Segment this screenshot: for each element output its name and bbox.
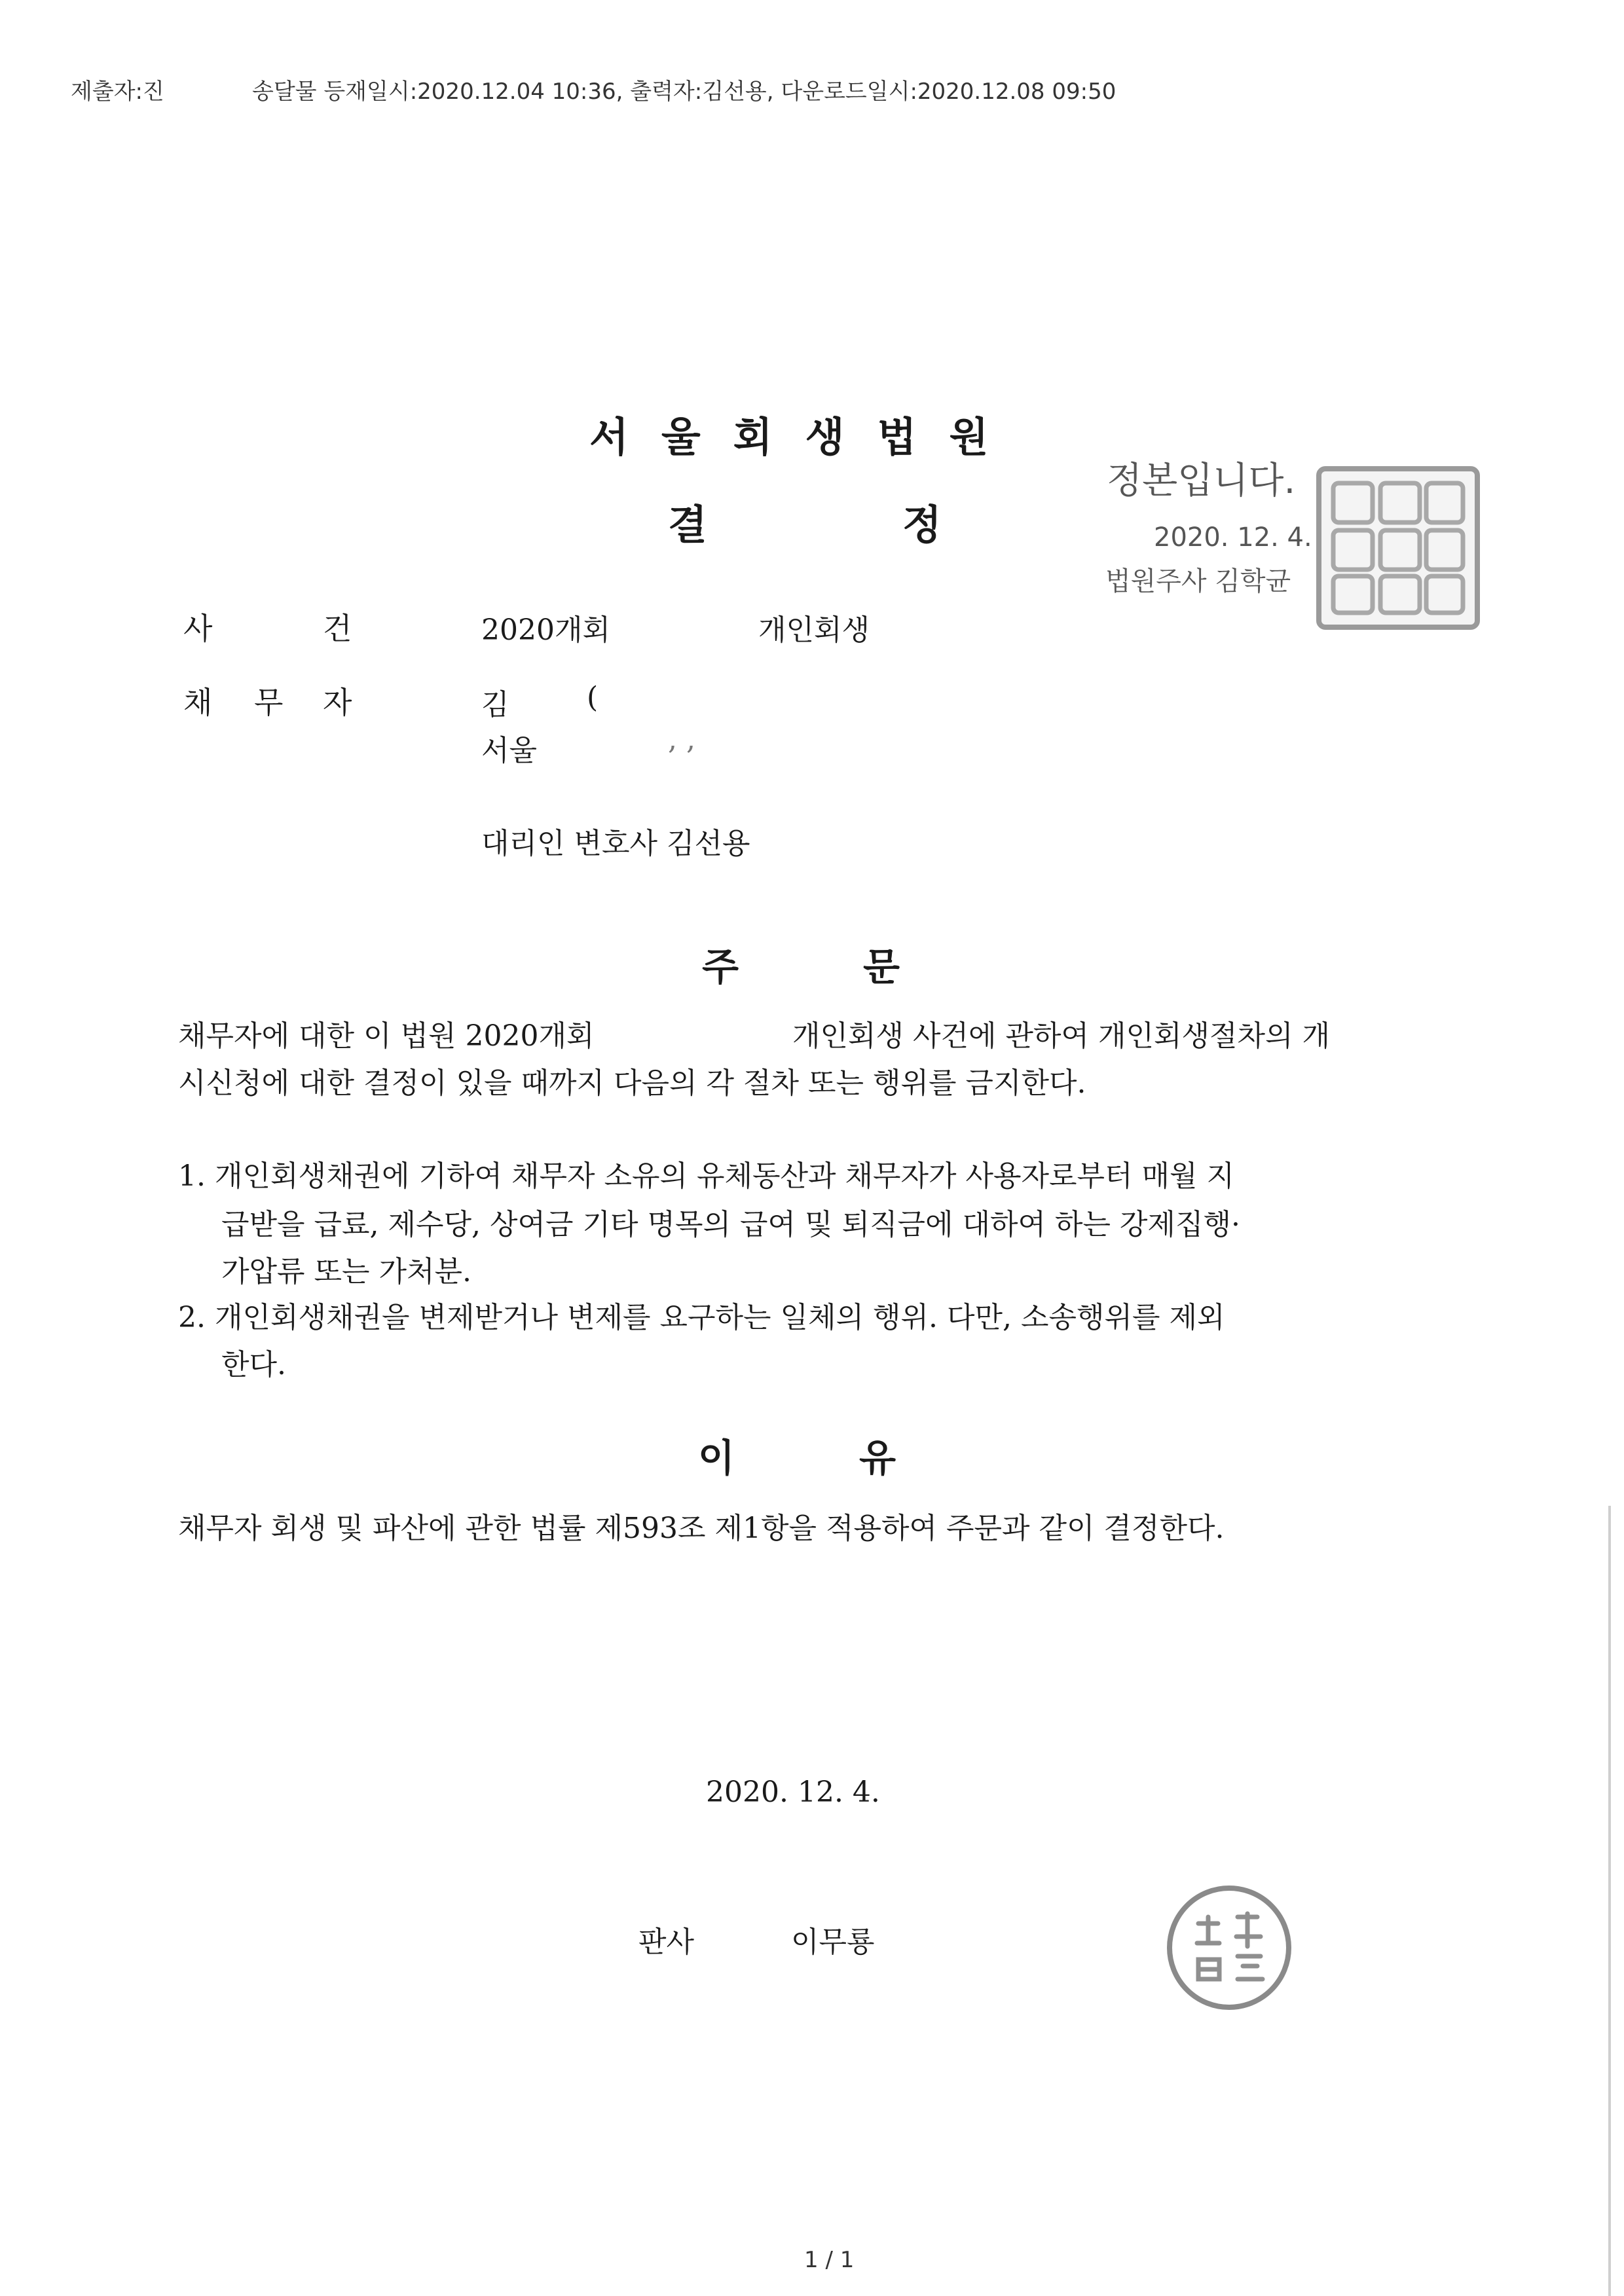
order-intro-line1b: 개인회생 사건에 관하여 개인회생절차의 개 bbox=[792, 1019, 1331, 1053]
reason-heading-right: 유 bbox=[859, 1436, 896, 1480]
judge-title: 판사 bbox=[638, 1925, 695, 1959]
court-name: 서울회생법원 bbox=[589, 413, 1022, 461]
order-item-1-line3: 가압류 또는 가처분. bbox=[221, 1255, 471, 1288]
judge-name: 이무룡 bbox=[791, 1925, 875, 1959]
debtor-address: 서울 bbox=[481, 734, 538, 767]
case-label-1: 사 bbox=[183, 611, 213, 646]
reason-text: 채무자 회생 및 파산에 관한 법률 제593조 제1항을 적용하여 주문과 같이 결정한다. bbox=[178, 1512, 1225, 1545]
scan-edge-line bbox=[1608, 1506, 1611, 2296]
order-item-1-line1: 1. 개인회생채권에 기하여 채무자 소유의 유체동산과 채무자가 사용자로부터 매월 지 bbox=[178, 1159, 1234, 1193]
debtor-label-1: 채 bbox=[183, 685, 213, 720]
debtor-label-2: 무 bbox=[254, 685, 284, 720]
debtor-name-paren: ( bbox=[587, 681, 599, 714]
page-number: 1 / 1 bbox=[804, 2247, 855, 2273]
order-heading-right: 문 bbox=[863, 945, 900, 989]
order-intro-line2: 시신청에 대한 결정이 있을 때까지 다음의 각 절차 또는 행위를 금지한다. bbox=[178, 1066, 1086, 1100]
debtor-agent: 대리인 변호사 김선용 bbox=[481, 827, 750, 860]
order-item-2-line2: 한다. bbox=[221, 1348, 286, 1381]
debtor-name: 김 bbox=[481, 688, 509, 721]
order-item-1-line2: 급받을 급료, 제수당, 상여금 기타 명목의 급여 및 퇴직금에 대하여 하는 강제집행· bbox=[221, 1208, 1240, 1241]
judge-seal-stamp bbox=[1167, 1886, 1291, 2010]
order-heading-left: 주 bbox=[702, 945, 739, 989]
case-number: 2020개회 bbox=[481, 613, 610, 647]
debtor-address-tail: , , bbox=[668, 723, 695, 756]
decision-date: 2020. 12. 4. bbox=[706, 1776, 880, 1809]
case-label-2: 건 bbox=[323, 611, 352, 646]
certification-officer: 법원주사 김학균 bbox=[1105, 566, 1291, 596]
delivery-info: 송달물 등재일시:2020.12.04 10:36, 출력자:김선용, 다운로드일시:2020.12.08 09:50 bbox=[252, 79, 1116, 105]
debtor-label-3: 자 bbox=[323, 685, 352, 720]
judge-seal-pattern-icon bbox=[1172, 1891, 1286, 2005]
order-intro-line1a: 채무자에 대한 이 법원 2020개회 bbox=[178, 1019, 595, 1053]
seal-pattern-icon bbox=[1321, 471, 1475, 625]
case-type: 개인회생 bbox=[758, 613, 870, 647]
doc-title-left: 결 bbox=[668, 501, 707, 549]
order-item-2-line1: 2. 개인회생채권을 변제받거나 변제를 요구하는 일체의 행위. 다만, 소송행위를 제외 bbox=[178, 1301, 1225, 1334]
reason-heading-left: 이 bbox=[698, 1436, 735, 1480]
submitter-label: 제출자:진 bbox=[71, 79, 164, 105]
court-seal-stamp bbox=[1316, 466, 1480, 630]
certification-date: 2020. 12. 4. bbox=[1154, 522, 1312, 553]
doc-title-right: 정 bbox=[902, 501, 942, 549]
certification-text: 정본입니다. bbox=[1107, 460, 1296, 502]
